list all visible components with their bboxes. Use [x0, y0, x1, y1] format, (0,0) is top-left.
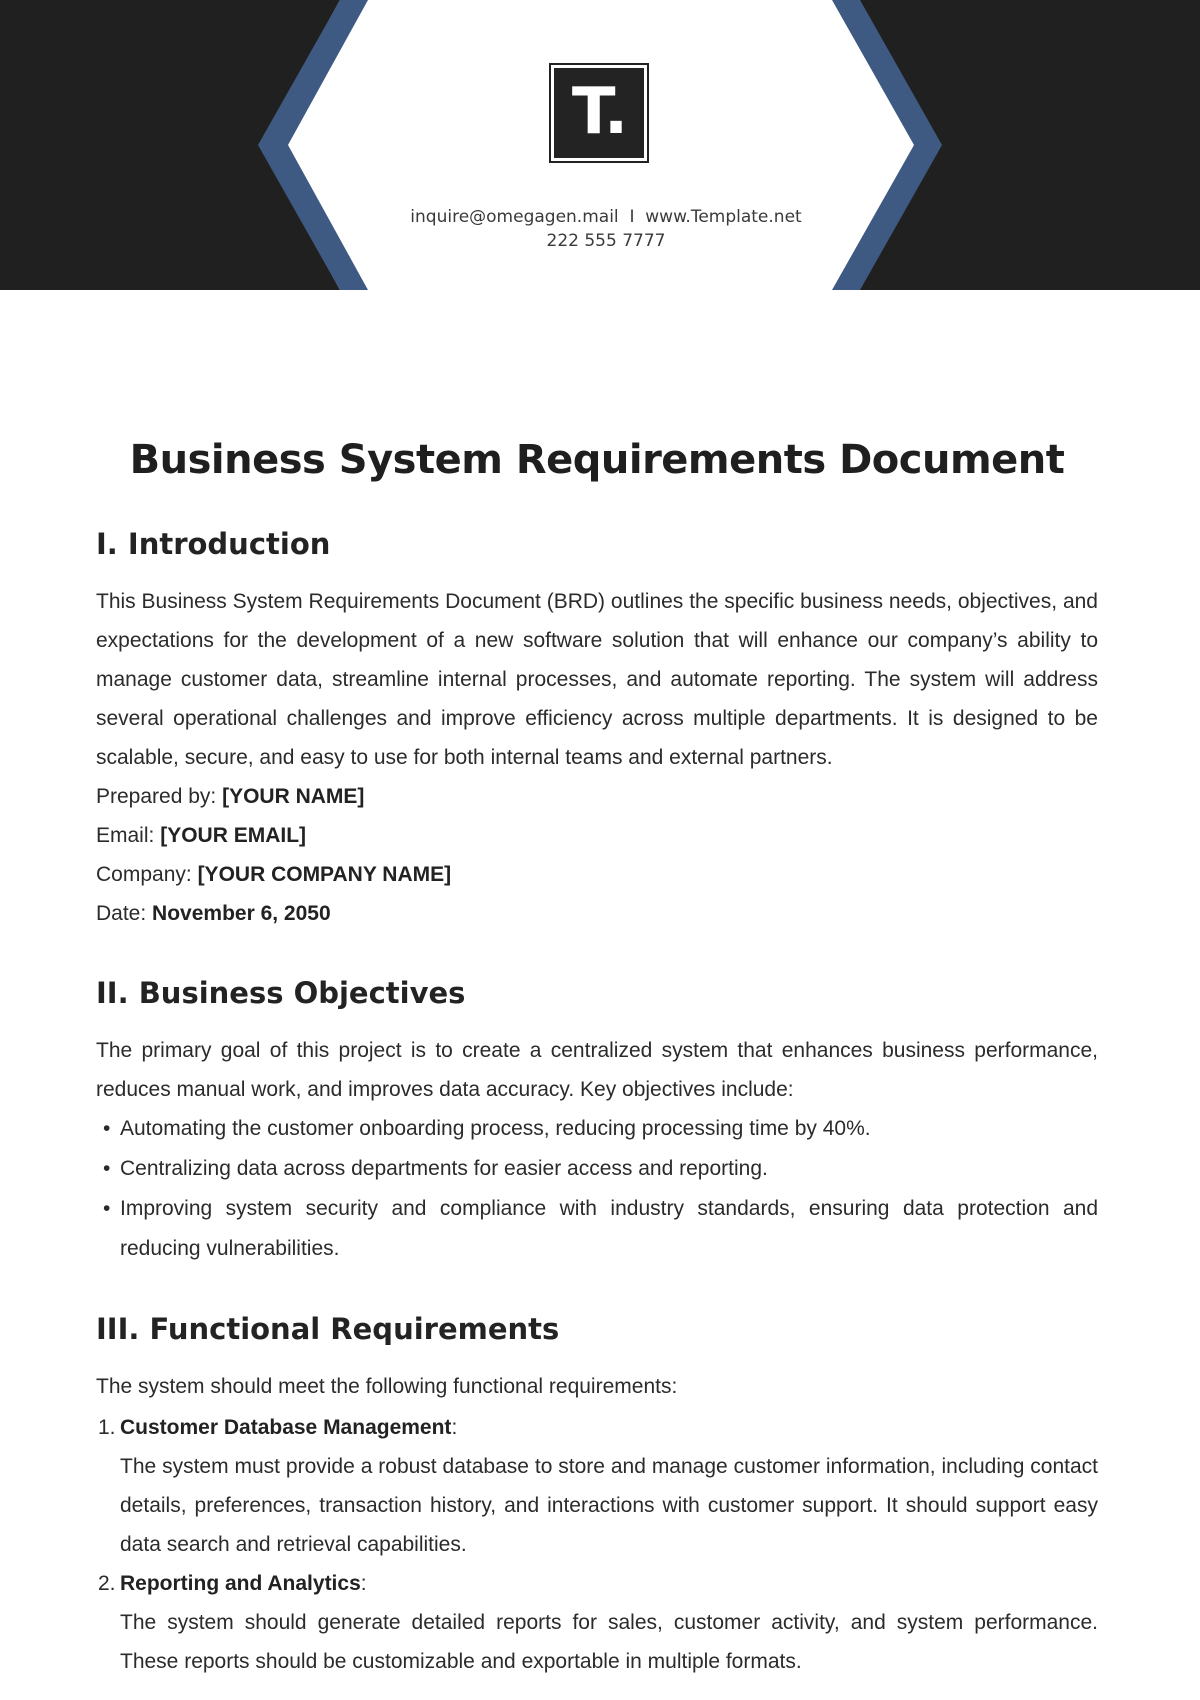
- header-banner: [0, 0, 1200, 290]
- contact-email-website: inquire@omegagen.mail I www.Template.net: [410, 207, 802, 227]
- section-functional-requirements: [96, 1309, 1098, 1681]
- requirement-item: [98, 1564, 1098, 1681]
- section-heading-objectives: II. Business Objectives: [96, 976, 466, 1010]
- requirement-description: The system must provide a robust database to store and manage customer information, including contact details, preferences, transaction history, and interactions with customer support. It should support easy data search and retrieval capabilities.: [120, 1455, 1098, 1556]
- email-line: [96, 816, 1098, 855]
- date-line: [96, 894, 1098, 933]
- section-business-objectives: [96, 973, 1098, 1269]
- section-introduction: [96, 524, 1098, 933]
- document-body: [96, 430, 1098, 1700]
- company-label: Company:: [96, 863, 192, 886]
- requirement-title-line: [120, 1408, 1098, 1447]
- list-item-text: Automating the customer onboarding process, reducing processing time by 40%.: [120, 1117, 871, 1140]
- email-value: [YOUR EMAIL]: [160, 824, 307, 847]
- contact-phone: 222 555 7777: [546, 231, 666, 251]
- requirement-number: 2.: [98, 1572, 116, 1595]
- section-heading-introduction: I. Introduction: [96, 527, 331, 561]
- logo-letter: T.: [554, 68, 644, 158]
- date-label: Date:: [96, 902, 147, 925]
- functional-paragraph: The system should meet the following functional requirements:: [96, 1375, 678, 1398]
- list-item-text: Improving system security and compliance with industry standards, ensuring data protection and reducing vulnerabilities.: [120, 1197, 1098, 1260]
- requirement-title-suffix: :: [360, 1572, 367, 1595]
- bullet-icon: •: [103, 1197, 111, 1220]
- requirement-item: [98, 1408, 1098, 1564]
- company-value: [YOUR COMPANY NAME]: [197, 863, 452, 886]
- intro-paragraph: This Business System Requirements Document (BRD) outlines the specific business needs, objectives, and expectations for the development of a new software solution that will enhance our company’s ability to manage customer data, streamline internal processes, and automate reporting. The system will address several operational challenges and improve efficiency across multiple departments. It is designed to be scalable, secure, and easy to use for both internal teams and external partners.: [96, 590, 1098, 769]
- functional-requirements-list: [96, 1408, 1098, 1681]
- list-item: [103, 1109, 1098, 1149]
- objectives-list: [96, 1109, 1098, 1269]
- document-title: Business System Requirements Document: [129, 437, 1065, 483]
- email-label: Email:: [96, 824, 155, 847]
- requirement-title-suffix: :: [451, 1416, 458, 1439]
- logo: [549, 63, 649, 163]
- section-heading-functional: III. Functional Requirements: [96, 1312, 560, 1346]
- date-value: November 6, 2050: [152, 902, 331, 925]
- bullet-icon: •: [103, 1117, 111, 1140]
- list-item: [103, 1149, 1098, 1189]
- bullet-icon: •: [103, 1157, 111, 1180]
- objectives-paragraph: The primary goal of this project is to create a centralized system that enhances business performance, reduces manual work, and improves data accuracy. Key objectives include:: [96, 1039, 1098, 1101]
- contact-info: [300, 205, 912, 253]
- list-item-text: Centralizing data across departments for easier access and reporting.: [120, 1157, 768, 1180]
- prepared-by-value: [YOUR NAME]: [222, 785, 365, 808]
- requirement-title: Customer Database Management: [120, 1416, 452, 1439]
- list-item: [103, 1189, 1098, 1269]
- requirement-description: The system should generate detailed reports for sales, customer activity, and system performance. These reports should be customizable and exportable in multiple formats.: [120, 1611, 1098, 1673]
- prepared-by-label: Prepared by:: [96, 785, 217, 808]
- requirement-number: 1.: [98, 1416, 116, 1439]
- company-line: [96, 855, 1098, 894]
- requirement-title: Reporting and Analytics: [120, 1572, 361, 1595]
- requirement-title-line: [120, 1564, 1098, 1603]
- prepared-by-line: [96, 777, 1098, 816]
